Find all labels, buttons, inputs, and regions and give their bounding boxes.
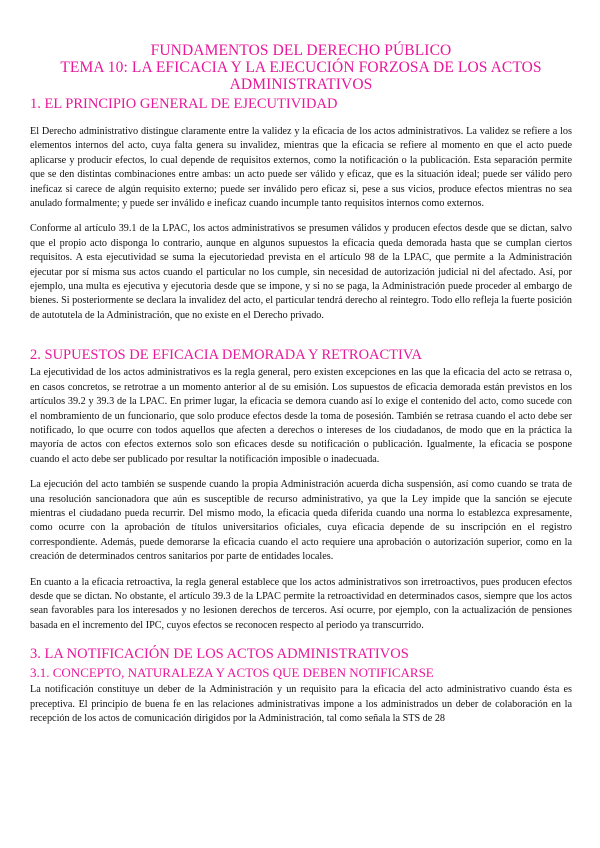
section-2-paragraph-2: La ejecución del acto también se suspende cuando la propia Administración acuerda dicha suspensión, así como cuando se trata de una resolución sancionadora que aún es susceptible de recurso administrativo, ya que la Ley impide que la sanción se ejecute mientras el ciudadano pueda recurrir. Del mismo modo, la eficacia queda diferida cuando una norma lo establezca expresamente, como ocurre con la aprobación de títulos universitarios oficiales, cuya eficacia depende de su inscripción en el registro correspondiente. Además, puede demorarse la eficacia cuando el acto requiere una aprobación o autorización superior, como en la creación de determinados centros sanitarios por parte de entidades locales. bbox=[30, 479, 572, 563]
section-1-paragraph-2: Conforme al artículo 39.1 de la LPAC, los actos administrativos se presumen válidos y producen efectos desde que se dictan, salvo que el propio acto disponga lo contrario, aunque en algunos supuestos la eficacia queda demorada hasta que se cumplan ciertos requisitos. A esta ejecutividad se suma la ejecutoriedad prevista en el artículo 98 de la LPAC, que permite a la Administración ejecutar por sí misma sus actos cuando el particular no los cumple, sin necesidad de autorización judicial ni del afectado. Así, por ejemplo, una multa es ejecutiva y ejecutoria desde que se impone, y si no se paga, la Administración puede proceder al embargo de bienes. Si posteriormente se declara la invalidez del acto, el particular tendrá derecho al reintegro. Todo ello refleja la fuerte posición de autotutela de la Administración, que no existe en el Derecho privado. bbox=[30, 223, 572, 321]
section-3-paragraph-1: La notificación constituye un deber de la Administración y un requisito para la eficacia del acto administrativo cuando ésta es preceptiva. El principio de buena fe en las relaciones administrativas impone a los administrados un deber de colaboración en la recepción de los actos de comunicación dirigidos por la Administración, tal como señala la STS de 28 bbox=[30, 684, 572, 724]
section-3-1-subheading: 3.1. CONCEPTO, NATURALEZA Y ACTOS QUE DEBEN NOTIFICARSE bbox=[30, 665, 434, 681]
section-1-paragraph-1: El Derecho administrativo distingue claramente entre la validez y la eficacia de los actos administrativos. La validez se refiere a los elementos internos del acto, cuya falta genera su invalidez, mientras que la eficacia se refiere al momento en que el acto puede aplicarse y producir efectos, lo cual depende de requisitos externos, como la notificación o la publicación. Esta separación permite que se den distintas combinaciones entre ambas: un acto puede ser válido y eficaz, que es la situación ideal; puede ser válido pero ineficaz si carece de algún requisito externo; puede ser inválido pero eficaz si, pese a sus vicios, produce efectos mientras no sea anulado formalmente; y puede ser inválido e ineficaz cuando incumple tanto requisitos internos como externos. bbox=[30, 126, 572, 210]
document-subtitle: TEMA 10: LA EFICACIA Y LA EJECUCIÓN FORZOSA DE LOS ACTOS ADMINISTRATIVOS bbox=[60, 59, 542, 93]
section-1-heading: 1. EL PRINCIPIO GENERAL DE EJECUTIVIDAD bbox=[30, 96, 338, 112]
section-2-heading: 2. SUPUESTOS DE EFICACIA DEMORADA Y RETROACTIVA bbox=[30, 347, 422, 364]
section-2-paragraph-1: La ejecutividad de los actos administrativos es la regla general, pero existen excepciones en las que la eficacia del acto se retrasa o, en casos concretos, se retrotrae a un momento anterior al de su emisión. Los supuestos de eficacia demorada están previstos en los artículos 39.2 y 39.3 de la LPAC. En primer lugar, la eficacia se demora cuando así lo exige el contenido del acto, como sucede con el nombramiento de un funcionario, que solo produce efectos desde la toma de posesión. También se retrasa cuando el acto debe ser notificado, lo que ocurre con todos aquellos que afecten a derechos o intereses de los ciudadanos, de modo que en la práctica la mayoría de actos con efectos externos solo son eficaces desde su notificación o publicación. Igualmente, la eficacia se pospone cuando el acto debe ser publicado por resultar la notificación imposible o inadecuada. bbox=[30, 367, 572, 465]
document-page bbox=[30, 42, 572, 726]
section-2-paragraph-3: En cuanto a la eficacia retroactiva, la regla general establece que los actos administrativos son irretroactivos, pues producen efectos desde que se dictan. No obstante, el artículo 39.3 de la LPAC permite la retroactividad en determinados casos, siempre que los actos sean favorables para los interesados y no lesionen derechos de terceros. Así ocurre, por ejemplo, con la actualización de pensiones basada en el incremento del IPC, cuyos efectos se reconocen respecto al periodo ya transcurrido. bbox=[30, 576, 572, 631]
document-title: FUNDAMENTOS DEL DERECHO PÚBLICO bbox=[150, 42, 452, 59]
section-3-heading: 3. LA NOTIFICACIÓN DE LOS ACTOS ADMINISTRATIVOS bbox=[30, 646, 409, 663]
